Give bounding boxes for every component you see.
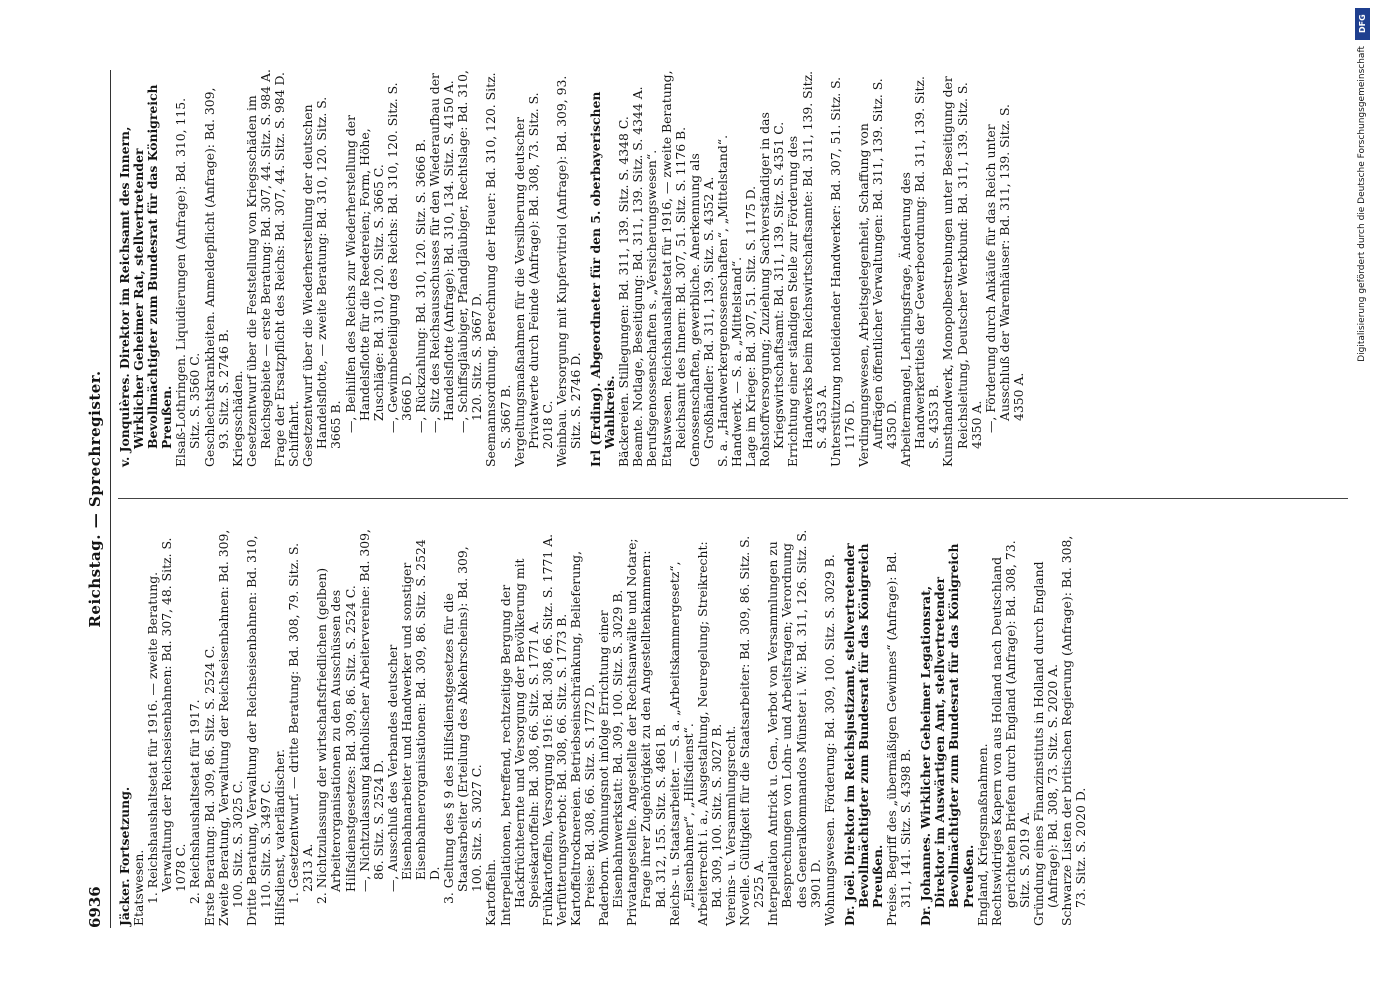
- register-entry: Etatswesen. Reichshaushaltsetat für 1916, — zweite Beratung, Reichsamt des Innern: Bd. 307, 51. Sitz. S. 1176 B.: [658, 70, 688, 467]
- right-column: [118, 69, 1026, 467]
- register-entry: Irl (Erding). Abgeordneter für den 5. oberbayerischen Wahlkreis.: [588, 91, 618, 467]
- register-entry: —, Sitz des Reichsausschusses für den Wiederaufbau der Handelsflotte (Anfrage): Bd. 310, 134. Sitz. S. 4150 A.: [427, 73, 457, 433]
- register-entry: 2. Nichtzulassung der wirtschaftsfriedlichen (gelben) Arbeiterorganisationen zu den Ausschüssen des Hilfsdienstgesetzes: Bd. 309, 86. Sitz. S. 2524 C.: [314, 567, 358, 904]
- register-entry: Frühkartoffeln, Versorgung 1916: Bd. 308, 66. Sitz. S. 1771 A.: [539, 533, 555, 926]
- register-entry: 1. Reichshaushaltsetat für 1916. — zweite Beratung. Verwaltung der Reichseisenbahnen: Bd. 307, 48. Sitz. S. 1078 C.: [145, 537, 189, 904]
- register-entry: Kunsthandwerk, Monopolbestrebungen unter Beseitigung der Reichsleitung, Deutscher Werkbund: Bd. 311, 139. Sitz. S. 4350 A.: [940, 76, 984, 467]
- dfg-watermark: [1348, 8, 1376, 980]
- register-entry: Gesetzentwurf über die Wiederherstellung der deutschen Handelsflotte, — zweite Beratung: Bd. 310, 120. Sitz. S. 3665 B.: [300, 96, 344, 467]
- register-entry: Reichs- u. Staatsarbeiter. — S. a. „Arbeitskammergesetz“, „Eisenbahner“, „Hilfsdienst“.: [666, 561, 696, 926]
- register-entry: Rechtswidriges Kapern von aus Holland nach Deutschland gerichteten Briefen durch England (Anfrage): Bd. 308, 73. Sitz. S. 2019 A.: [988, 540, 1032, 926]
- register-entry: Verdingungswesen, Arbeitsgelegenheit, Schaffung von Aufträgen öffentlicher Verwaltungen: Bd. 311, 139. Sitz. S. 4350 D.: [855, 78, 900, 467]
- register-entry: —, Nichtzulassung katholischer Arbeitervereine: Bd. 309, 86. Sitz. S. 2524 D.: [356, 529, 386, 892]
- page-title: Reichstag. — Sprechregister.: [86, 370, 104, 628]
- register-entry: Lage im Kriege: Bd. 307, 51. Sitz. S. 1175 D.: [743, 185, 759, 467]
- register-entry: Frage der Ersatzpflicht des Reichs: Bd. 307, 44. Sitz. S. 984 D.: [272, 72, 288, 467]
- register-entry: Verfütterungsverbot: Bd. 308, 66. Sitz. S. 1773 B.: [553, 613, 569, 926]
- register-entry: Jäcker. Fortsetzung.: [117, 786, 132, 926]
- register-entry: Schwarze Listen der britischen Regierung (Anfrage): Bd. 308, 73. Sitz. S. 2020 D.: [1059, 535, 1089, 926]
- register-entry: Beamte. Notlage, Beseitigung: Bd. 311, 139. Sitz. S. 4344 A.: [630, 86, 646, 467]
- register-entry: Berufsgenossenschaften s. „Versicherungswesen“.: [644, 149, 660, 467]
- register-entry: Vereins- u. Versammlungsrecht.: [723, 725, 739, 926]
- register-entry: Elsaß-Lothringen. Liquidierungen (Anfrage): Bd. 310, 115. Sitz. S. 3560 C.: [173, 97, 203, 467]
- register-entry: Etatswesen.: [131, 849, 147, 926]
- register-entry: Weinbau. Versorgung mit Kupfervitriol (Anfrage): Bd. 309, 93. Sitz. S. 2746 D.: [553, 75, 583, 467]
- register-entry: Vergeltungsmaßnahmen für die Versilberung deutscher Privatwerte durch Feinde (Anfrage): Bd. 308, 73. Sitz. S. 2018 C.: [511, 92, 555, 467]
- register-entry: Kartoffeln.: [483, 858, 499, 926]
- register-entry: —, Beihilfen des Reichs zur Wiederherstellung der Handelsflotte für die Reedereien; Form, Höhe, Zuschläge: Bd. 310, 120. Sitz. S. 3665 C.: [342, 114, 386, 433]
- register-entry: —, Schiffsgläubiger, Pfandgläubiger, Rechtslage: Bd. 310, 120. Sitz. S. 3667 D.: [455, 70, 485, 433]
- dfg-logo: DFG: [1355, 8, 1370, 40]
- register-entry: 2. Reichshaushaltsetat für 1917.: [187, 699, 203, 904]
- page-header: [86, 70, 111, 928]
- register-entry: 1. Gesetzentwurf. — dritte Beratung: Bd. 308, 79. Sitz. S. 2313 A.: [286, 542, 316, 904]
- register-entry: Genossenschaften, gewerbliche. Anerkennung als Großhändler: Bd. 311, 139. Sitz. S. 4352 A.: [686, 153, 716, 467]
- register-entry: Seemannsordnung. Berechnung der Heuer: Bd. 310, 120. Sitz. S. 3667 B.: [483, 72, 513, 467]
- register-entry: Hilfsdienst, vaterländischer.: [272, 748, 288, 926]
- left-column: [118, 526, 1088, 926]
- register-entry: Gründung eines Finanzinstituts in Holland durch England (Anfrage): Bd. 308, 73. Sitz. S. 2020 A.: [1031, 561, 1061, 926]
- register-entry: v. Jonquières. Direktor im Reichsamt des Innern, Wirklicher Geheimer Rat, stellvertretender Bevollmächtigter zum Bundesrat für das Königreich Preußen.: [117, 84, 175, 467]
- register-entry: Preise. Begriff des „übermäßigen Gewinnes“ (Anfrage): Bd. 311, 141. Sitz. S. 4398 B.: [884, 551, 914, 926]
- register-entry: Errichtung einer ständigen Stelle zur Förderung des Handwerks beim Reichswirtschaftsamte: Bd. 311, 139. Sitz. S. 4353 A.: [785, 70, 829, 467]
- page-number: 6936: [86, 886, 104, 928]
- register-entry: Arbeiterrecht i. a., Ausgestaltung, Neuregelung; Streikrecht: Bd. 309, 100. Sitz. S. 3027 B.: [694, 541, 724, 926]
- register-entry: Geschlechtskrankheiten. Anmeldepflicht (Anfrage): Bd. 309, 93. Sitz. S. 2746 B.: [201, 87, 231, 467]
- register-entry: Arbeitermangel, Lehrlingsfrage, Änderung des Handwerkertitels der Gewerbeordnung: Bd. 311, 139. Sitz. S. 4353 B.: [898, 76, 942, 467]
- register-entry: Privatangestellte. Angestellte der Rechtsanwälte und Notare; Frage ihrer Zugehörigkeit zu den Angestelltenkammern: Bd. 312, 155. Sitz. S. 4861 B.: [624, 538, 668, 926]
- register-entry: Schiffahrt.: [286, 400, 302, 467]
- column-divider: [118, 498, 1348, 499]
- register-entry: Dritte Beratung, Verwaltung der Reichseisenbahnen: Bd. 310, 110. Sitz. S. 3497 C.: [243, 535, 273, 926]
- register-entry: —, Förderung durch Ankäufe für das Reich unter Ausschluß der Warenhäuser: Bd. 311, 139. Sitz. S. 4350 A.: [982, 104, 1026, 433]
- register-entry: —, Ausschluß des Verbandes deutscher Eisenbahnarbeiter und Handwerker und sonstiger Eisenbahnerorganisationen: Bd. 309, 86. Sitz. S. 2524 D.: [384, 539, 443, 892]
- register-entry: Gesetzentwurf über die Feststellung von Kriegsschäden im Reichsgebiete — erste Beratung: Bd. 307, 44. Sitz. S. 984 A.: [243, 69, 273, 467]
- register-entry: Interpellationen, betreffend, rechtzeitige Bergung der Hackfrüchteernte und Versorgung der Bevölkerung mit Speisekartoffeln: Bd. 308, 66. Sitz. S. 1771 A.: [497, 558, 541, 926]
- register-entry: Interpellation Antrick u. Gen., Verbot von Versammlungen zu Besprechungen von Lohn- und Arbeitsfragen; Verordnung des Generalkommandos Münster i. W.: Bd. 311, 126. Sitz. S. 3901 D.: [765, 529, 823, 926]
- register-entry: Dr. Johannes. Wirklicher Geheimer Legationsrat, Direktor im Auswärtigen Amt, stellvertretender Bevollmächtigter zum Bundesrat für das Königreich Preußen.: [918, 543, 976, 926]
- register-entry: Zweite Beratung, Verwaltung der Reichseisenbahnen: Bd. 309, 100. Sitz. S. 3025 C.: [215, 529, 245, 926]
- register-entry: Bäckereien. Stillegungen: Bd. 311, 139. Sitz. S. 4348 C.: [616, 116, 632, 467]
- register-entry: Paderborn. Wohnungsnot infolge Errichtung einer Eisenbahnwerkstatt: Bd. 309, 100. Sitz. S. 3029 B.: [596, 589, 626, 926]
- register-entry: 3. Geltung des § 9 des Hilfsdienstgesetzes für die Staatsarbeiter (Erteilung des Abkehrscheins): Bd. 309, 100. Sitz. S. 3027 C.: [441, 546, 485, 904]
- dfg-credit-text: Digitalisierung gefördert durch die Deutsche Forschungsgemeinschaft: [1357, 46, 1367, 362]
- register-entry: Kartoffeltrocknereien. Betriebseinschränkung, Belieferung, Preise: Bd. 308, 66. Sitz. S. 1772 D.: [568, 550, 598, 926]
- register-entry: Handwerk. — S. a. „Mittelstand“.: [729, 256, 745, 467]
- register-entry: Unterstützung notleidender Handwerker: Bd. 307, 51. Sitz. S. 1176 D.: [827, 76, 857, 467]
- register-entry: —, Gewinnbeteiligung des Reichs: Bd. 310, 120. Sitz. S. 3666 D.: [384, 82, 414, 433]
- register-entry: S. a. „Handwerkergenossenschaften“, „Mittelstand“.: [714, 134, 730, 467]
- register-entry: Kriegsschäden.: [229, 370, 245, 467]
- register-entry: Novelle. Gültigkeit für die Staatsarbeiter: Bd. 309, 86. Sitz. S. 2525 A.: [737, 535, 767, 926]
- register-entry: Rohstoffversorgung; Zuziehung Sachverständiger in das Kriegswirtschaftsamt: Bd. 311, 139. Sitz. S. 4351 C.: [757, 112, 787, 467]
- register-entry: Dr. Joël. Direktor im Reichsjustizamt, stellvertretender Bevollmächtigter zum Bundesrat für das Königreich Preußen.: [841, 543, 885, 926]
- register-entry: England, Kriegsmaßnahmen.: [974, 743, 990, 926]
- register-entry: —, Rückzahlung: Bd. 310, 120. Sitz. S. 3666 B.: [412, 138, 428, 433]
- register-entry: Erste Beratung: Bd. 309, 86. Sitz. S. 2524 C.: [201, 645, 217, 926]
- register-entry: Wohnungswesen. Förderung: Bd. 309, 100. Sitz. S. 3029 B.: [821, 554, 837, 926]
